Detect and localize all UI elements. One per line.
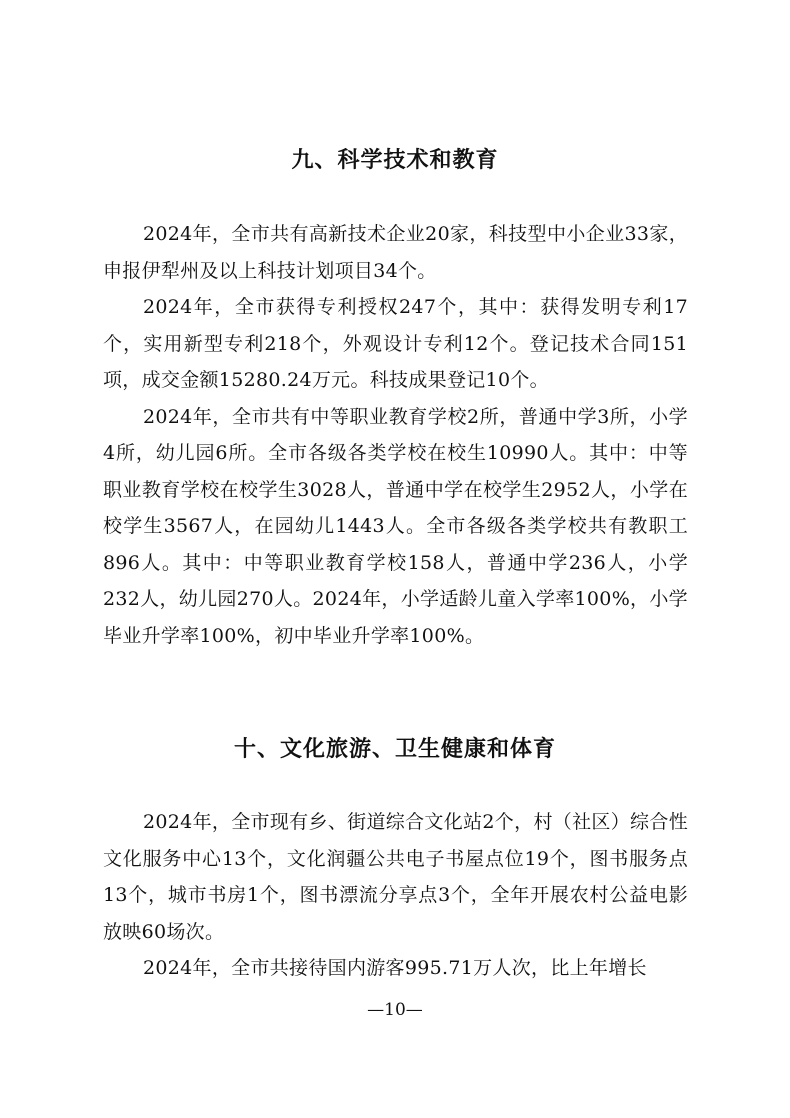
section-heading-science-education: 九、科学技术和教育 bbox=[291, 148, 499, 173]
paragraph-tourism: 2024年，全市共接待国内游客995.71万人次，比上年增长 bbox=[143, 957, 647, 979]
paragraph-education: 2024年，全市共有中等职业教育学校2所，普通中学3所，小学4所，幼儿园6所。全市各级各类学校在校生10990人。其中：中等职业教育学校在校学生3028人，普通中学在校学生2952人，小学在校学生3567人，在园幼儿1443人。全市各级各类学校共有教职工896人。其中：中等职业教育学校158人，普通中学236人，小学232人，幼儿园270人。2024年，小学适龄儿童入学率100%，小学毕业升学率100%，初中毕业升学率100%。 bbox=[103, 405, 688, 647]
paragraph-patents: 2024年，全市获得专利授权247个，其中：获得发明专利17个，实用新型专利218个，外观设计专利12个。登记技术合同151项，成交金额15280.24万元。科技成果登记10个。 bbox=[103, 296, 688, 391]
section-heading-culture-tourism-health-sports: 十、文化旅游、卫生健康和体育 bbox=[233, 737, 556, 762]
paragraph-culture: 2024年，全市现有乡、街道综合文化站2个，村（社区）综合性文化服务中心13个，文化润疆公共电子书屋点位19个，图书服务点13个，城市书房1个，图书漂流分享点3个，全年开展农村公益电影放映60场次。 bbox=[103, 811, 688, 943]
page-number: —10— bbox=[367, 1000, 423, 1020]
paragraph-tech-enterprises: 2024年，全市共有高新技术企业20家，科技型中小企业33家，申报伊犁州及以上科技计划项目34个。 bbox=[103, 223, 688, 282]
section-body-culture-tourism bbox=[103, 804, 688, 987]
section-body-science-education bbox=[103, 216, 688, 654]
